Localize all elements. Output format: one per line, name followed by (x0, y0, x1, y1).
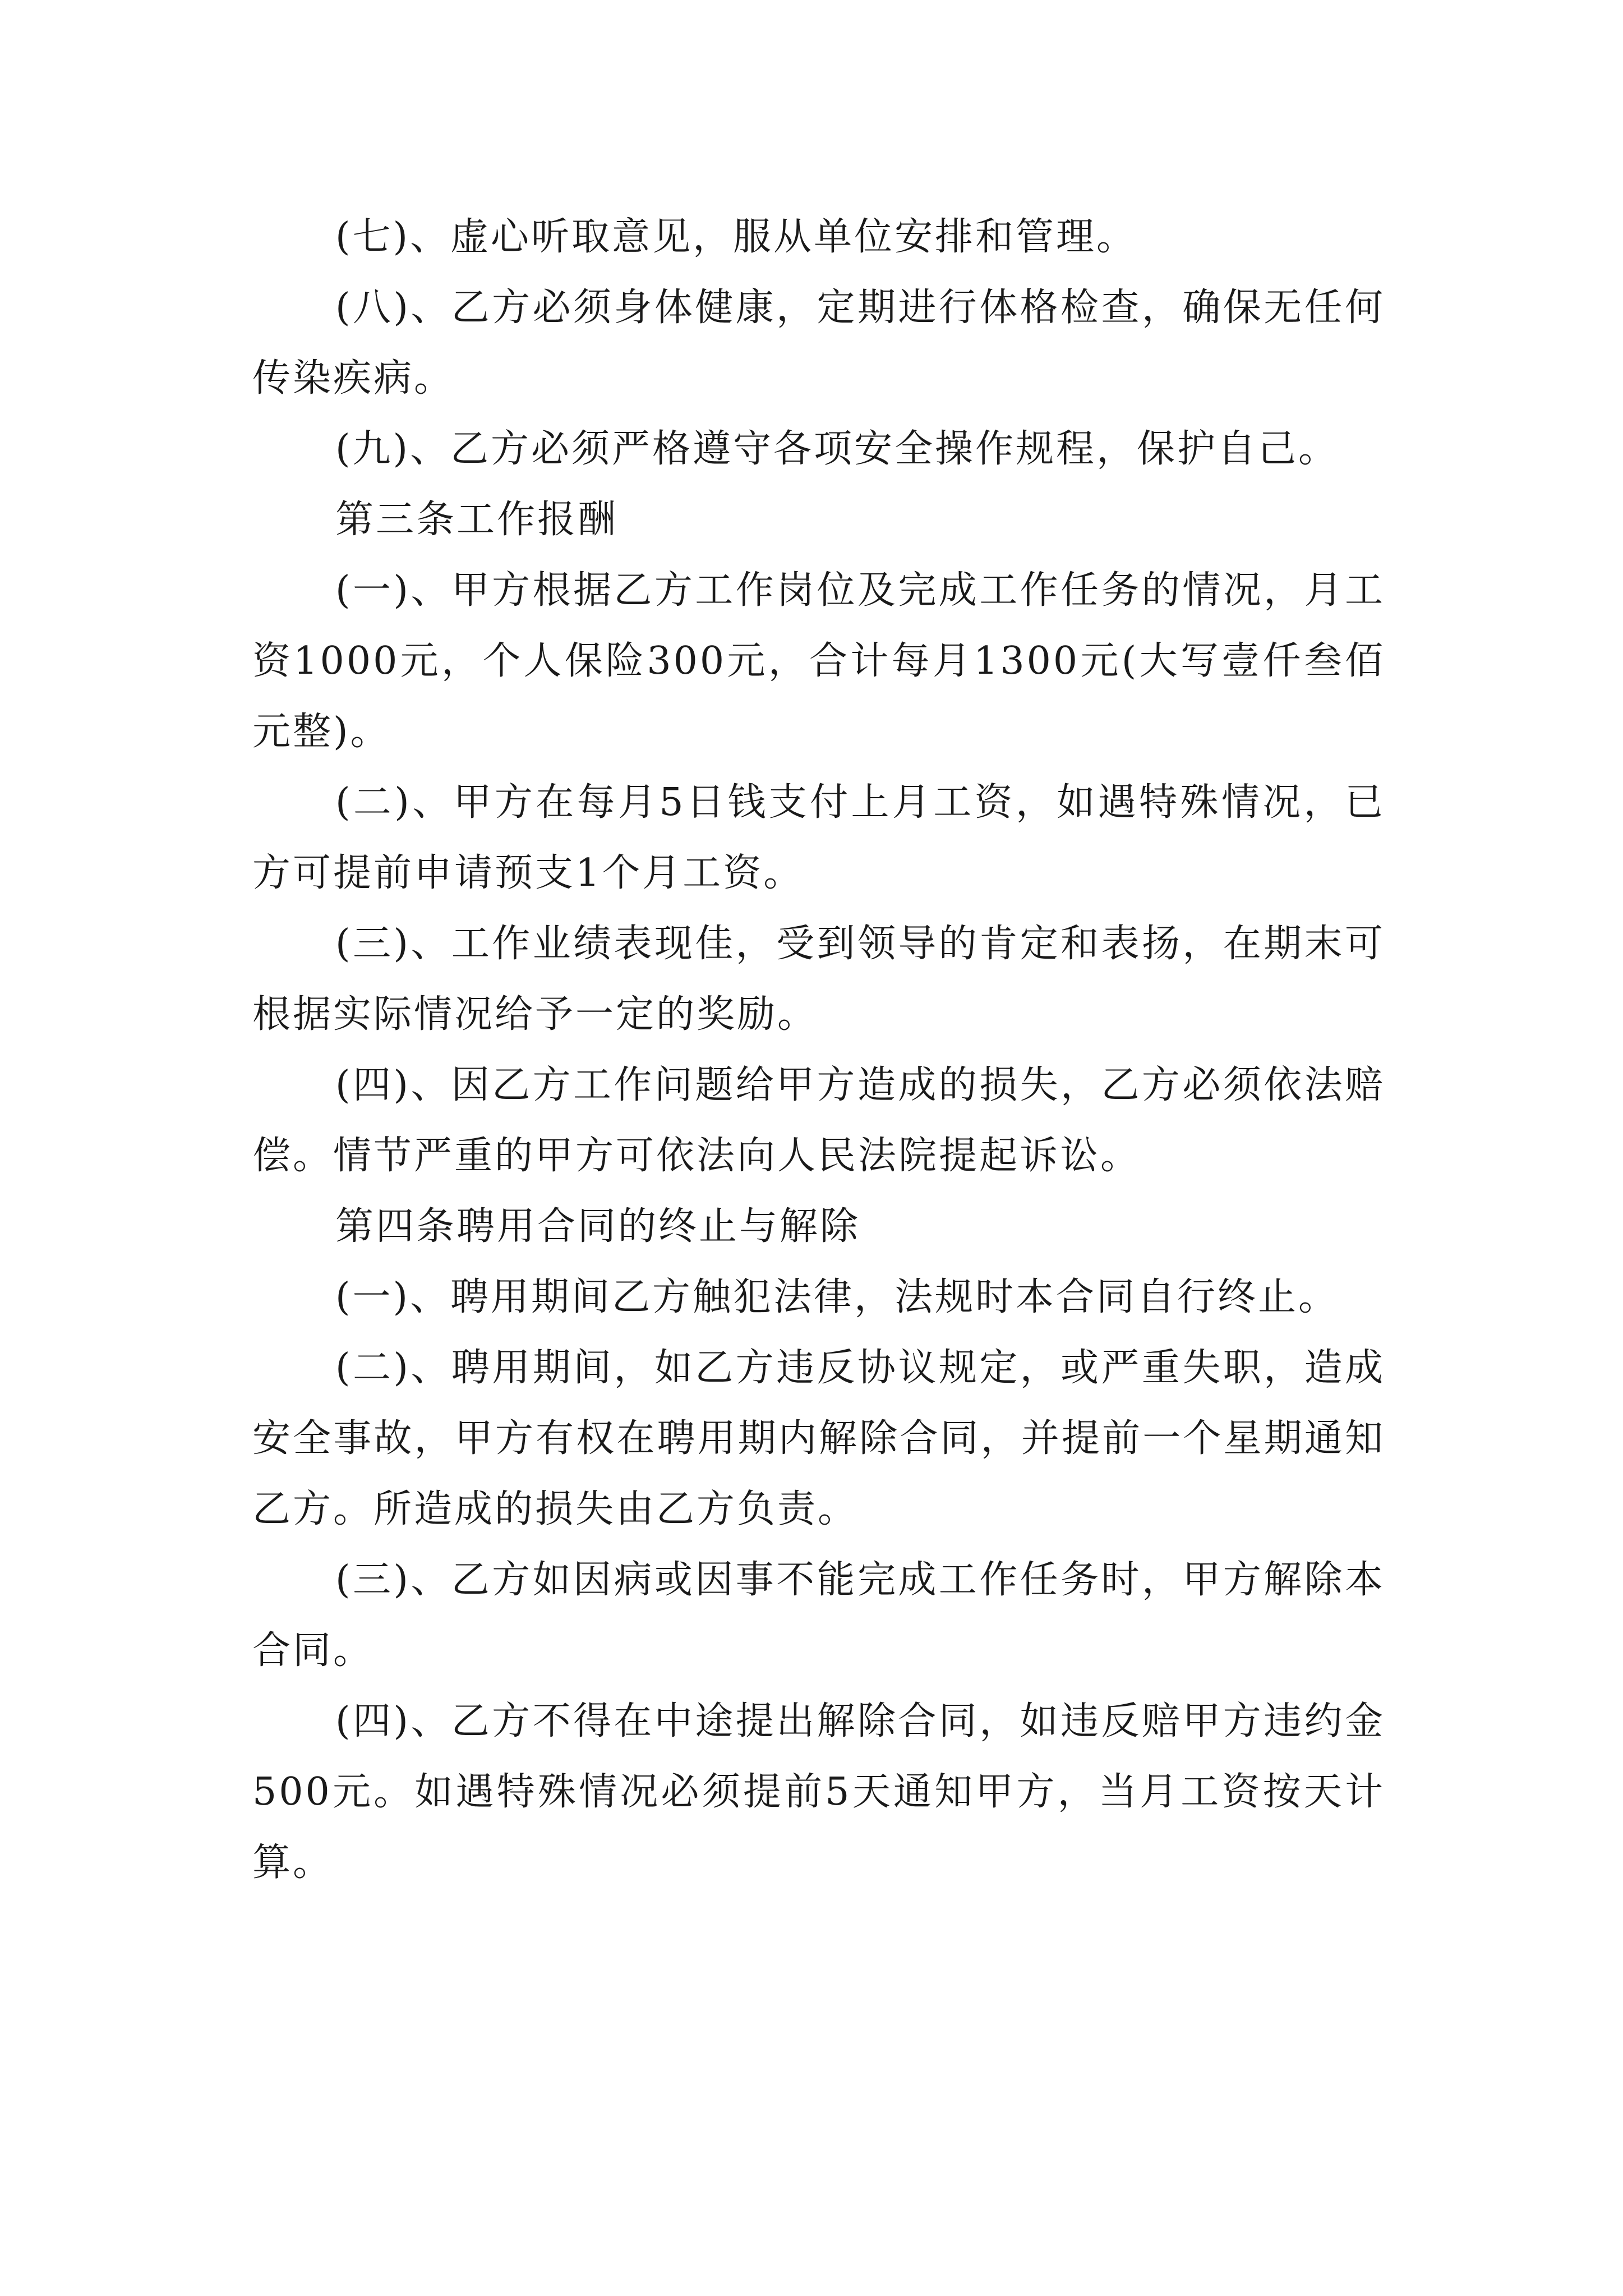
clause-2-item-8: (八)、乙方必须身体健康，定期进行体格检查，确保无任何传染疾病。 (252, 286, 1385, 401)
clause-4-item-4: (四)、乙方不得在中途提出解除合同，如违反赔甲方违约金500元。如遇特殊情况必须提前5天通知甲方，当月工资按天计算。 (252, 1699, 1385, 1885)
document-body (252, 202, 1385, 1898)
clause-3-item-3: (三)、工作业绩表现佳，受到领导的肯定和表扬，在期末可根据实际情况给予一定的奖励。 (252, 922, 1385, 1037)
clause-2-item-7: (七)、虚心听取意见，服从单位安排和管理。 (335, 215, 1137, 259)
clause-3-item-2: (二)、甲方在每月5日钱支付上月工资，如遇特殊情况，已方可提前申请预支1个月工资。 (252, 780, 1385, 895)
clause-3-item-4: (四)、因乙方工作问题给甲方造成的损失，乙方必须依法赔偿。情节严重的甲方可依法向人民法院提起诉讼。 (252, 1063, 1385, 1178)
clause-4-item-3: (三)、乙方如因病或因事不能完成工作任务时，甲方解除本合同。 (252, 1558, 1385, 1673)
clause-2-item-9: (九)、乙方必须严格遵守各项安全操作规程，保护自己。 (335, 427, 1339, 471)
clause-3-heading: 第三条工作报酬 (335, 498, 619, 542)
clause-4-item-2: (二)、聘用期间，如乙方违反协议规定，或严重失职，造成安全事故，甲方有权在聘用期内解除合同，并提前一个星期通知乙方。所造成的损失由乙方负责。 (252, 1346, 1385, 1531)
clause-4-item-1: (一)、聘用期间乙方触犯法律，法规时本合同自行终止。 (335, 1275, 1339, 1319)
clause-3-item-1: (一)、甲方根据乙方工作岗位及完成工作任务的情况，月工资1000元，个人保险300元，合计每月1300元(大写壹仟叁佰元整)。 (252, 568, 1385, 754)
clause-4-heading: 第四条聘用合同的终止与解除 (335, 1204, 861, 1249)
